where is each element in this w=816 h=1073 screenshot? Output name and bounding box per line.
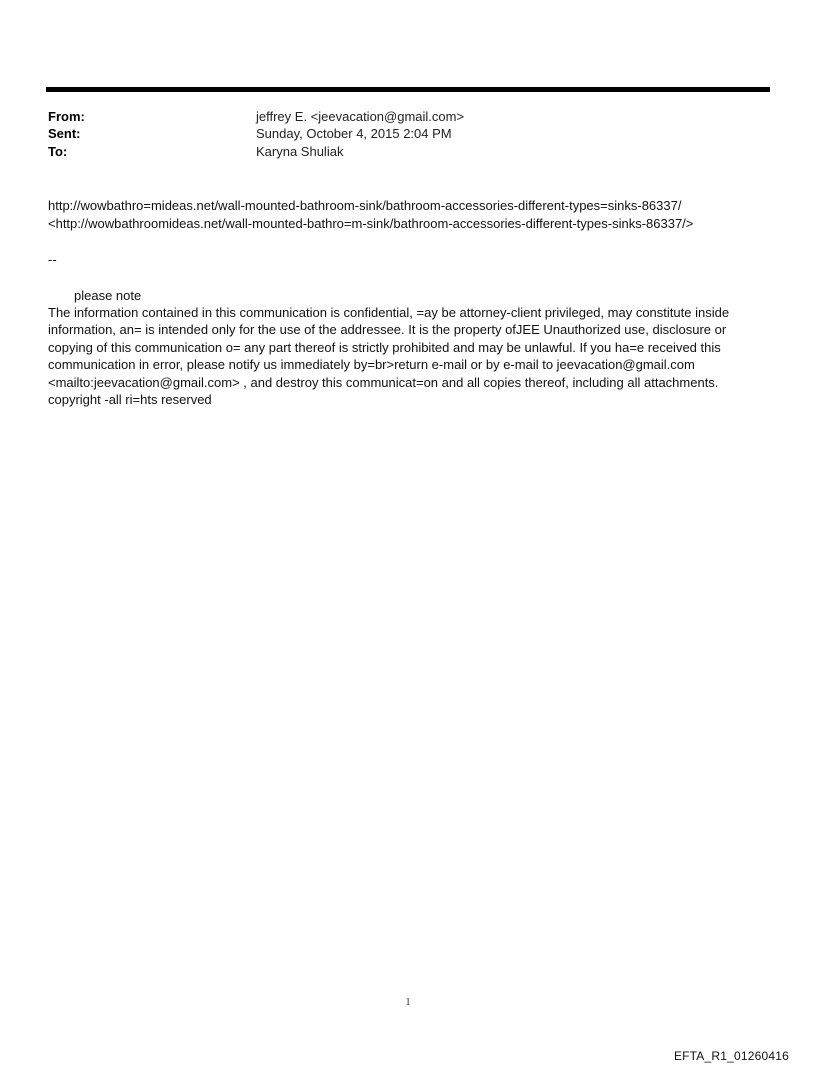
- sent-value: Sunday, October 4, 2015 2:04 PM: [256, 126, 452, 141]
- from-value: jeffrey E. <jeevacation@gmail.com>: [256, 109, 465, 124]
- page-number: 1: [405, 997, 411, 1008]
- disclaimer-line: The information contained in this communication is confidential, =ay be attorney-client privileged, may constitute inside: [48, 305, 730, 320]
- disclaimer-line: information, an= is intended only for the use of the addressee. It is the property ofJEE Unauthorized use, disclosure or: [48, 322, 727, 337]
- signature-separator: --: [48, 252, 57, 267]
- disclaimer-line: <mailto:jeevacation@gmail.com> , and destroy this communicat=on and all copies thereof, including all attachments.: [48, 375, 719, 390]
- bates-number: EFTA_R1_01260416: [673, 1049, 789, 1063]
- from-label: From:: [48, 109, 85, 124]
- note-heading: please note: [74, 288, 142, 303]
- link-line-1: http://wowbathro=mideas.net/wall-mounted-bathroom-sink/bathroom-accessories-different-types=sinks-86337/: [48, 198, 682, 213]
- header-divider: [46, 87, 770, 92]
- disclaimer-line: copying of this communication o= any part thereof is strictly prohibited and may be unlawful. If you ha=e received this: [48, 340, 721, 355]
- link-line-2: <http://wowbathroomideas.net/wall-mounted-bathro=m-sink/bathroom-accessories-different-types-sinks-86337/>: [48, 216, 694, 231]
- to-label: To:: [48, 144, 68, 159]
- to-value: Karyna Shuliak: [256, 144, 344, 159]
- sent-label: Sent:: [48, 126, 81, 141]
- disclaimer-line: copyright -all ri=hts reserved: [48, 392, 212, 407]
- disclaimer-line: communication in error, please notify us immediately by=br>return e-mail or by e-mail to jeevacation@gmail.com: [48, 357, 695, 372]
